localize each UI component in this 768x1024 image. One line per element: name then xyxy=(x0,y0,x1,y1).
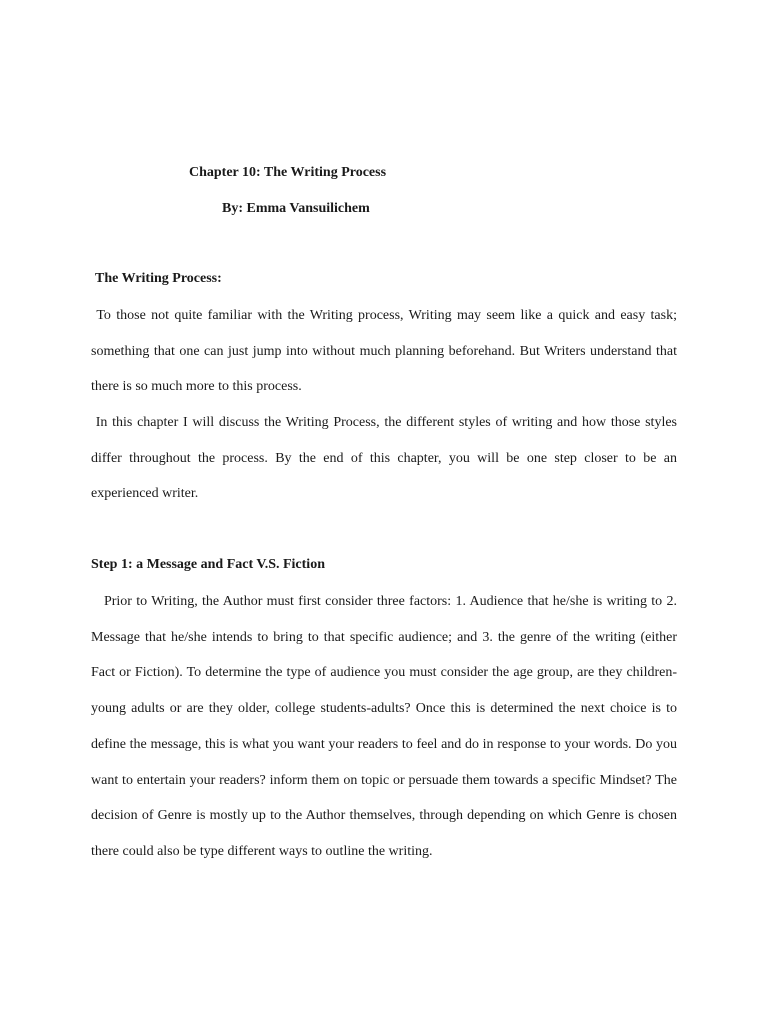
paragraph-intro: To those not quite familiar with the Writing process, Writing may seem like a quick and easy task; something that one can just jump into without much planning beforehand. But Writers understand that there is so much more to this process. xyxy=(91,308,677,395)
document-byline: By: Emma Vansuilichem xyxy=(222,201,370,216)
section-heading-writing-process: The Writing Process: xyxy=(95,271,222,286)
paragraph-step-1: Prior to Writing, the Author must first consider three factors: 1. Audience that he/she is writing to 2. Message that he/she intends to bring to that specific audience; and 3. the genre of the writing (either Fact or Fiction). To determine the type of audience you must consider the age group, are they children-young adults or are they older, college students-adults? Once this is determined the next choice is to define the message, this is what you want your readers to feel and do in response to your words. Do you want to entertain your readers? inform them on topic or persuade them towards a specific Mindset? The decision of Genre is mostly up to the Author themselves, through depending on which Genre is chosen there could also be type different ways to outline the writing. xyxy=(91,594,677,859)
document-title: Chapter 10: The Writing Process xyxy=(189,165,387,180)
paragraph-chapter-overview: In this chapter I will discuss the Writing Process, the different styles of writing and how those styles differ throughout the process. By the end of this chapter, you will be one step closer to be an experienced writer. xyxy=(91,415,677,502)
section-heading-step-1: Step 1: a Message and Fact V.S. Fiction xyxy=(91,557,325,572)
